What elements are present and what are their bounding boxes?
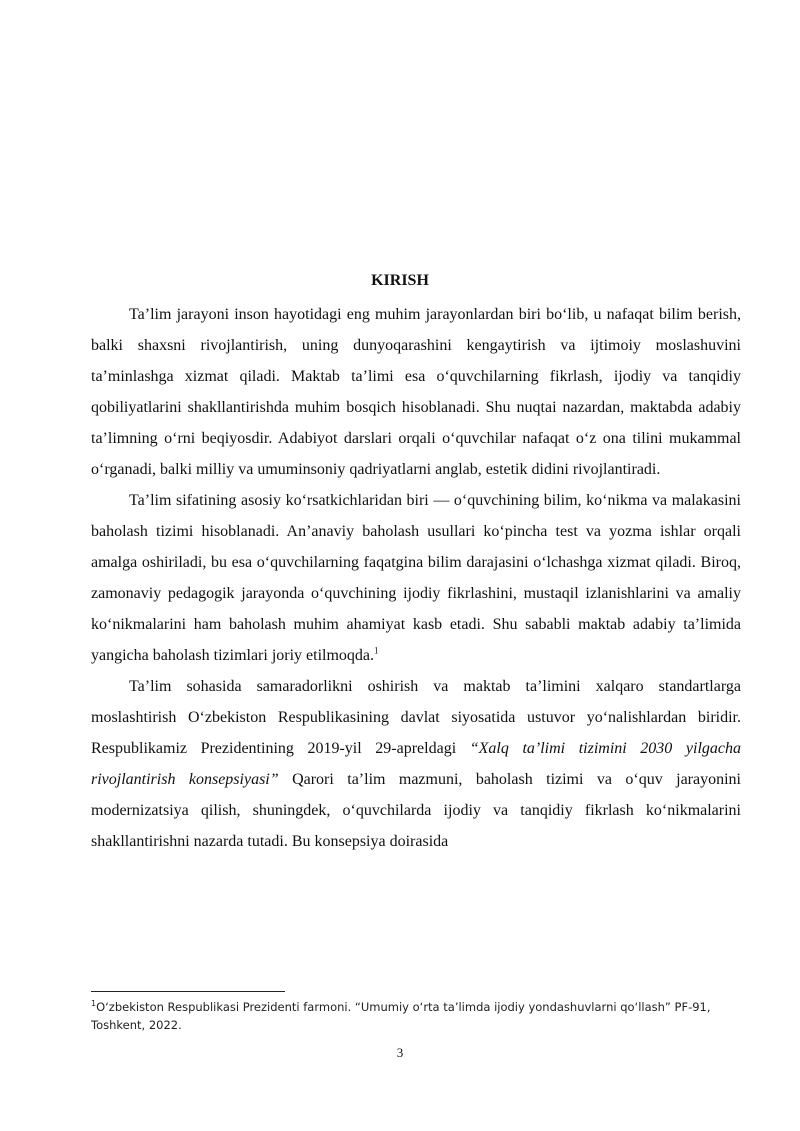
decree-title-italic: “Xalq ta’limi tizimini 2030 yilgacha rivojlantirish konsepsiyasi”	[91, 740, 741, 788]
paragraph-1	[91, 299, 741, 485]
section-title: KIRISH	[371, 272, 429, 289]
footnote-text: O‘zbekiston Respublikasi Prezidenti farmoni. “Umumiy o‘rta ta’limda ijodiy yondashuvlarni qo‘llash” PF-91, Toshkent, 2022.	[91, 1000, 711, 1032]
body-text	[91, 299, 741, 857]
paragraph-2-text: Ta’lim sifatining asosiy ko‘rsatkichlaridan biri — o‘quvchining bilim, ko‘nikma va malakasini baholash tizimi hisoblanadi. An’anaviy baholash usullari ko‘pincha test va yozma ishlar orqali amalga oshiriladi, bu esa o‘quvchilarning faqatgina bilim darajasini o‘lchashga xizmat qiladi. Biroq, zamonaviy pedagogik jarayonda o‘quvchining ijodiy fikrlashini, mustaqil izlanishlarini va amaliy ko‘nikmalarini ham baholash muhim ahamiyat kasb etadi. Shu sababli maktab adabiy ta’limida yangicha baholash tizimlari joriy etilmoqda.	[91, 492, 741, 664]
paragraph-3	[91, 671, 741, 857]
footnote-marker: 1	[91, 999, 97, 1009]
footnote-separator	[91, 991, 285, 992]
footnote	[91, 998, 741, 1034]
paragraph-1-text: Ta’lim jarayoni inson hayotidagi eng muhim jarayonlardan biri bo‘lib, u nafaqat bilim berish, balki shaxsni rivojlantirish, uning dunyoqarashini kengaytirish va ijtimoiy moslashuvini ta’minlashga xizmat qiladi. Maktab ta’limi esa o‘quvchilarning fikrlash, ijodiy va tanqidiy qobiliyatlarini shakllantirishda muhim bosqich hisoblanadi. Shu nuqtai nazardan, maktabda adabiy ta’limning o‘rni beqiyosdir. Adabiyot darslari orqali o‘quvchilar nafaqat o‘z ona tilini mukammal o‘rganadi, balki milliy va umuminsoniy qadriyatlarni anglab, estetik didini rivojlantiradi.	[91, 306, 741, 478]
paragraph-3-text-after: Qarori ta’lim mazmuni, baholash tizimi va o‘quv jarayonini modernizatsiya qilish, shuningdek, o‘quvchilarda ijodiy va tanqidiy fikrlash ko‘nikmalarini shakllantirishni nazarda tutadi. Bu konsepsiya doirasida	[91, 771, 741, 850]
page-number: 3	[396, 1045, 404, 1060]
paragraph-2	[91, 485, 741, 671]
footnote-reference[interactable]: 1	[374, 645, 379, 656]
paragraph-3-text-before: Ta’lim sohasida samaradorlikni oshirish va maktab ta’limini xalqaro standartlarga moslashtirish O‘zbekiston Respublikasining davlat siyosatida ustuvor yo‘nalishlardan biridir. Respublikamiz Prezidentining 2019-yil 29-apreldagi	[91, 678, 741, 757]
